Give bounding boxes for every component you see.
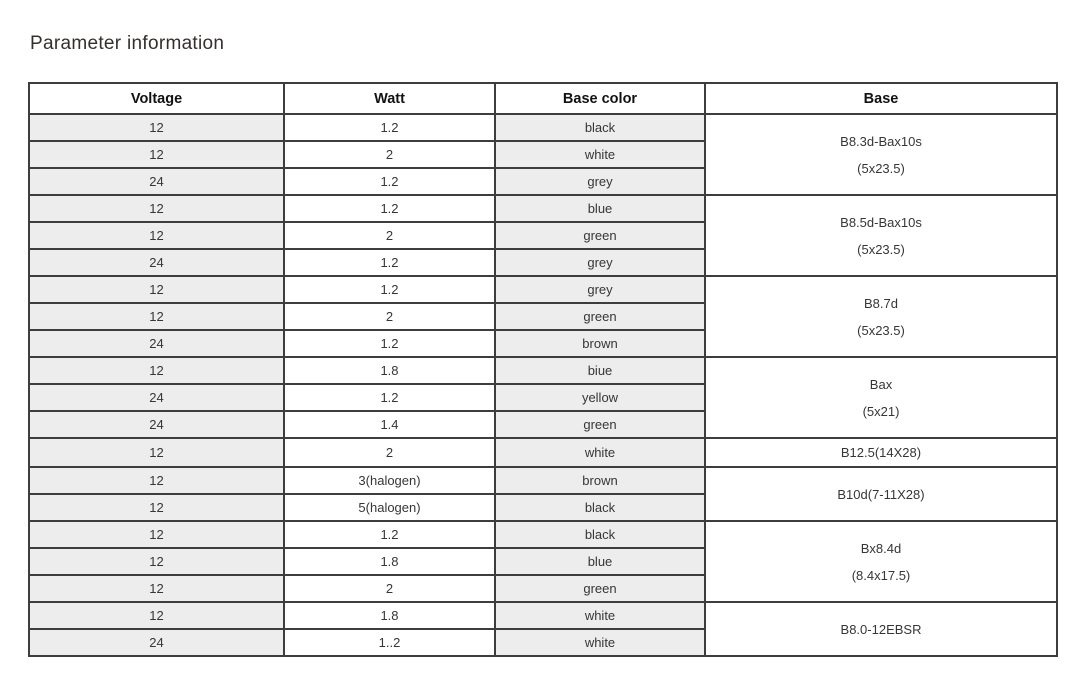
base-color-cell: black (495, 114, 705, 141)
watt-cell: 1.2 (284, 195, 495, 222)
watt-cell: 2 (284, 575, 495, 602)
base-size: (5x23.5) (857, 241, 905, 257)
base-name: B8.3d-Bax10s (840, 133, 922, 149)
base-color-cell: blue (495, 195, 705, 222)
base-size: (5x21) (862, 403, 900, 419)
table-row (29, 114, 1057, 141)
table-header (29, 83, 1057, 114)
base-color-cell: biue (495, 357, 705, 384)
voltage-cell: 12 (29, 438, 284, 467)
watt-cell: 1.2 (284, 330, 495, 357)
base-cell (705, 602, 1057, 656)
table-row (29, 467, 1057, 494)
table-row (29, 438, 1057, 467)
column-header-voltage: Voltage (29, 83, 284, 114)
watt-cell: 1..2 (284, 629, 495, 656)
watt-cell: 1.2 (284, 114, 495, 141)
table-row (29, 195, 1057, 222)
watt-cell: 5(halogen) (284, 494, 495, 521)
voltage-cell: 24 (29, 629, 284, 656)
base-color-cell: white (495, 629, 705, 656)
base-color-cell: grey (495, 168, 705, 195)
parameter-table (28, 82, 1058, 657)
watt-cell: 1.8 (284, 548, 495, 575)
base-name: B12.5(14X28) (840, 445, 922, 460)
watt-cell: 2 (284, 303, 495, 330)
watt-cell: 1.8 (284, 602, 495, 629)
base-color-cell: grey (495, 249, 705, 276)
voltage-cell: 12 (29, 357, 284, 384)
voltage-cell: 12 (29, 222, 284, 249)
voltage-cell: 12 (29, 548, 284, 575)
base-color-cell: blue (495, 548, 705, 575)
watt-cell: 1.2 (284, 168, 495, 195)
base-size: (5x23.5) (857, 322, 905, 338)
voltage-cell: 12 (29, 303, 284, 330)
base-color-cell: black (495, 494, 705, 521)
base-cell (705, 521, 1057, 602)
base-cell (705, 438, 1057, 467)
watt-cell: 1.2 (284, 384, 495, 411)
base-name: Bx8.4d (860, 540, 902, 556)
table-row (29, 602, 1057, 629)
voltage-cell: 12 (29, 195, 284, 222)
voltage-cell: 24 (29, 168, 284, 195)
table-row (29, 357, 1057, 384)
voltage-cell: 12 (29, 575, 284, 602)
base-color-cell: green (495, 303, 705, 330)
voltage-cell: 12 (29, 602, 284, 629)
base-name: B8.0-12EBSR (840, 621, 922, 637)
column-header-base: Base (705, 83, 1057, 114)
base-cell (705, 357, 1057, 438)
base-color-cell: white (495, 438, 705, 467)
voltage-cell: 12 (29, 276, 284, 303)
base-name: B10d(7-11X28) (837, 486, 925, 502)
base-color-cell: brown (495, 467, 705, 494)
watt-cell: 1.2 (284, 249, 495, 276)
base-color-cell: white (495, 602, 705, 629)
column-header-watt: Watt (284, 83, 495, 114)
watt-cell: 2 (284, 222, 495, 249)
watt-cell: 1.4 (284, 411, 495, 438)
base-color-cell: green (495, 222, 705, 249)
table-row (29, 521, 1057, 548)
watt-cell: 1.8 (284, 357, 495, 384)
voltage-cell: 12 (29, 141, 284, 168)
base-size: (8.4x17.5) (851, 567, 911, 583)
base-cell (705, 195, 1057, 276)
base-cell (705, 467, 1057, 521)
base-color-cell: brown (495, 330, 705, 357)
voltage-cell: 24 (29, 384, 284, 411)
base-cell (705, 114, 1057, 195)
column-header-base-color: Base color (495, 83, 705, 114)
base-color-cell: green (495, 411, 705, 438)
table-row (29, 276, 1057, 303)
base-name: B8.5d-Bax10s (840, 214, 922, 230)
watt-cell: 1.2 (284, 521, 495, 548)
voltage-cell: 24 (29, 330, 284, 357)
voltage-cell: 12 (29, 467, 284, 494)
base-color-cell: yellow (495, 384, 705, 411)
voltage-cell: 12 (29, 494, 284, 521)
base-color-cell: white (495, 141, 705, 168)
base-color-cell: green (495, 575, 705, 602)
watt-cell: 2 (284, 438, 495, 467)
voltage-cell: 24 (29, 411, 284, 438)
base-cell (705, 276, 1057, 357)
watt-cell: 2 (284, 141, 495, 168)
base-color-cell: grey (495, 276, 705, 303)
voltage-cell: 12 (29, 114, 284, 141)
voltage-cell: 12 (29, 521, 284, 548)
base-name: Bax (869, 376, 893, 392)
base-color-cell: black (495, 521, 705, 548)
watt-cell: 1.2 (284, 276, 495, 303)
header-row (29, 83, 1057, 114)
table-body (29, 114, 1057, 656)
base-size: (5x23.5) (857, 160, 905, 176)
base-name: B8.7d (864, 295, 898, 311)
watt-cell: 3(halogen) (284, 467, 495, 494)
voltage-cell: 24 (29, 249, 284, 276)
page-title: Parameter information (30, 33, 225, 54)
